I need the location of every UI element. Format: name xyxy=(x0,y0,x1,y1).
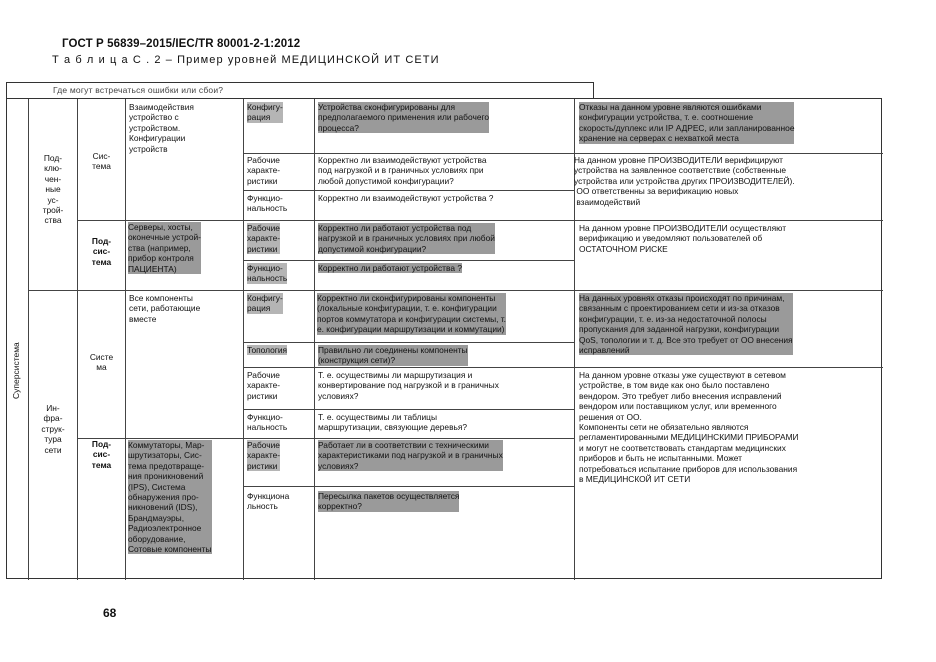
aspect-functionality-3: Функцио- нальность xyxy=(247,412,288,433)
aspect-performance-3: Рабочие характе- ристики xyxy=(247,370,281,401)
document-id: ГОСТ Р 56839–2015/IEC/TR 80001-2-1:2012 xyxy=(62,38,301,50)
sublevel-system-2: Систе ма xyxy=(89,352,114,373)
question-components-config: Корректно ли сконфигурированы компоненты (локальные конфигурации, т. е. конфигурации портов коммутатора и конфигурации системы, т. е. конфигурации маршрутизации и коммутации) xyxy=(317,293,506,335)
group-network-infrastructure: Ин- фра- струк- тура сети xyxy=(41,403,65,455)
note-vendor-defects: На данном уровне отказы уже существуют в сетевом устройстве, в том виде как оно было поставлено вендором. Это требует либо внесения исправлений вендором или поставщиком услуг, или временного решения от ОО. Компоненты сети не обязательно являются регламентированными МЕДИЦИНСКИМИ ПРИБОРАМИ и могут не соответствовать стандартам медицинских приборов и быть не испытанными. Может потребоваться испытание приборов для использования в МЕДИЦИНСКОЙ ИТ СЕТИ xyxy=(579,370,799,485)
question-routing-load: Т. е. осуществимы ли маршрутизация и конвертирование под нагрузкой и в граничных условиях? xyxy=(318,370,499,401)
note-network-design-errors: На данных уровнях отказы происходят по причинам, связанным с проектированием сети и из-за отказов конфигурации, т. е. из-за недостаточной полосы пропускания для заданной нагрузки, конфигурации QoS, топологии и т. д. Все это требует от ОО внесения исправлений xyxy=(579,293,793,356)
question-device-interaction: Корректно ли взаимодействуют устройства ? xyxy=(318,193,494,203)
description-network-components: Все компоненты сети, работающие вместе xyxy=(129,293,201,324)
aspect-performance-1: Рабочие характе- ристики xyxy=(247,155,281,186)
page-number: 68 xyxy=(103,606,117,620)
aspect-functionality-4: Функциона льность xyxy=(247,491,290,512)
question-device-config: Устройства сконфигурированы для предполагаемого применения или рабочего процесса? xyxy=(318,102,490,133)
question-device-interaction-load: Корректно ли взаимодействуют устройства под нагрузкой и в граничных условиях при любой допустимой конфигурации? xyxy=(318,155,487,186)
sublevel-subsystem-2: Под- сис- тема xyxy=(91,439,112,470)
description-device-interaction: Взаимодействия устройство с устройством. Конфигурации устройств xyxy=(129,102,194,154)
description-servers-hosts: Серверы, хосты, оконечные устрой- ства (например, прибор контроля ПАЦИЕНТА) xyxy=(128,222,201,274)
question-packet-forwarding: Пересылка пакетов осуществляется корректно? xyxy=(318,491,460,512)
group-connected-devices: Под- клю- чен- ные ус- трой- ства xyxy=(42,153,64,226)
question-row xyxy=(6,82,594,99)
sublevel-subsystem-1: Под- сис- тема xyxy=(91,236,112,267)
sublevel-system-1: Сис- тема xyxy=(92,151,111,172)
note-device-config-errors: Отказы на данном уровне являются ошибками конфигурации устройства, т. е. соотношение скорость/дуплекс или IP АДРЕС, или запланированное хранение на серверах с нехваткой места xyxy=(579,102,795,144)
question-network-topology: Правильно ли соединены компоненты (конструкция сети)? xyxy=(318,345,468,366)
aspect-functionality-2: Функцио- нальность xyxy=(247,263,288,284)
aspect-topology: Топология xyxy=(247,345,288,355)
aspect-performance-4: Рабочие характе- ристики xyxy=(247,440,281,471)
note-manufacturer-verification: На данном уровне ПРОИЗВОДИТЕЛИ верифицируют устройства на заявленное соответствие (собственные устройства или устройства других ПРОИЗВОДИТЕЛЕЙ). ОО ответственны за верификацию новых взаимодействий xyxy=(574,155,795,207)
question-device-work-load: Корректно ли работают устройства под нагрузкой и в граничных условиях при любой допустимой конфигурации? xyxy=(318,223,495,254)
question-specs-compliance: Работает ли в соответствии с техническими характеристиками под нагрузкой и в граничных условиях? xyxy=(318,440,503,471)
side-label-supersystem: Суперсистема xyxy=(11,342,21,399)
note-residual-risk: На данном уровне ПРОИЗВОДИТЕЛИ осуществляют верификацию и уведомляют пользователей об ОСТАТОЧНОМ РИСКЕ xyxy=(579,223,787,254)
aspect-configuration-1: Конфигу- рация xyxy=(247,102,283,123)
aspect-configuration-2: Конфигу- рация xyxy=(247,293,283,314)
aspect-functionality-1: Функцио- нальность xyxy=(247,193,288,214)
levels-table xyxy=(6,98,882,579)
question-routing-tables: Т. е. осуществимы ли таблицы маршрутизации, связующие деревья? xyxy=(318,412,468,433)
table-caption: Т а б л и ц а С . 2 – Пример уровней МЕДИЦИНСКОЙ ИТ СЕТИ xyxy=(52,54,440,66)
question-device-work: Корректно ли работают устройства ? xyxy=(318,263,462,273)
question-row-text: Где могут встречаться ошибки или сбои? xyxy=(53,85,224,95)
description-switches-routers: Коммутаторы, Мар- шрутизаторы, Сис- тема предотвраще- ния проникновений (IPS), Система обнаружения про- никновений (IDS), Брандмауэры, Радиоэлектронное оборудование, Сотовые компоненты xyxy=(128,440,212,555)
aspect-performance-2: Рабочие характе- ристики xyxy=(247,223,281,254)
